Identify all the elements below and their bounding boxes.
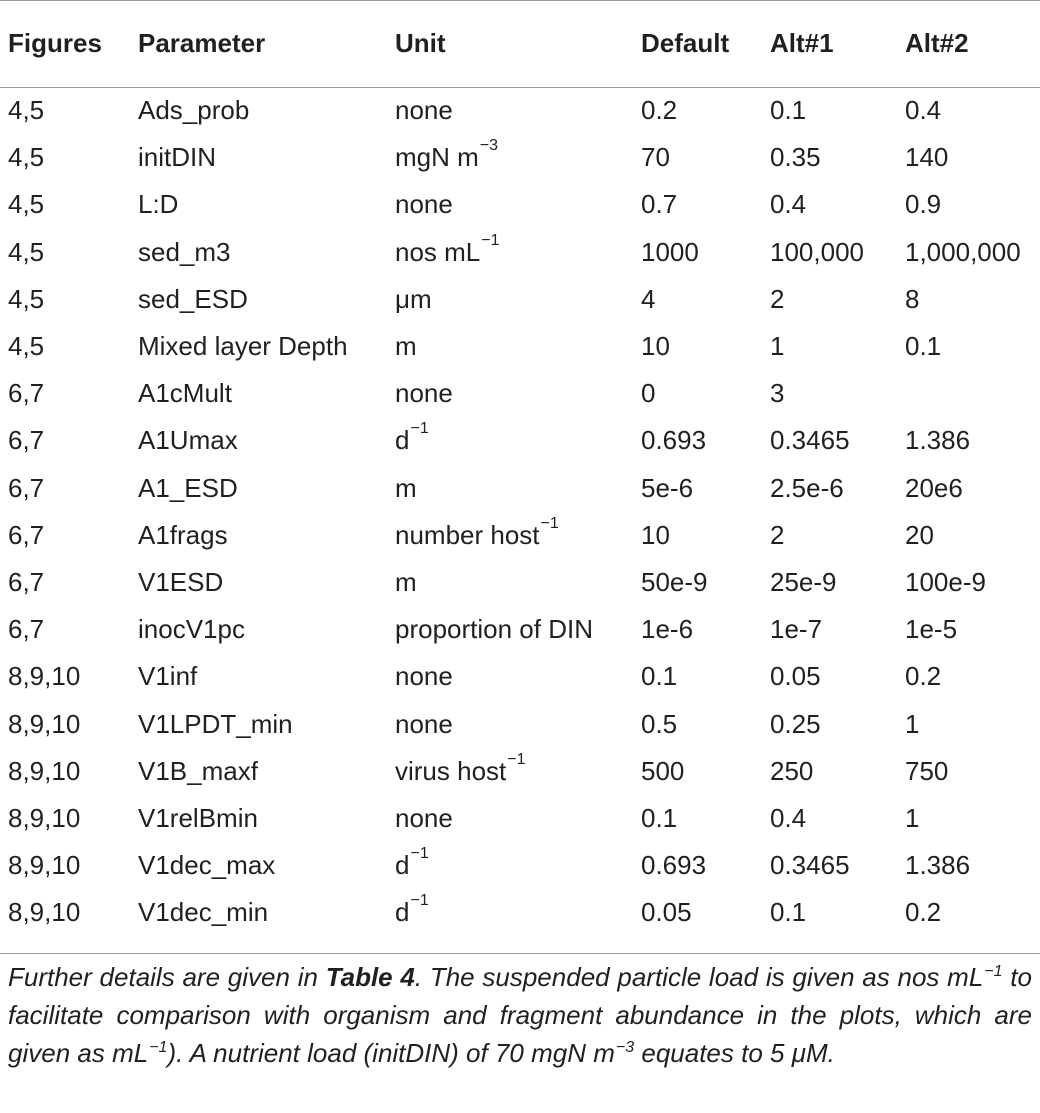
cell-unit xyxy=(395,276,641,323)
unit-text: none xyxy=(395,95,453,126)
cell-figures: 4,5 xyxy=(8,95,45,126)
cell-alt2 xyxy=(905,370,1040,417)
cell-alt2: 1e-5 xyxy=(905,614,958,645)
cell-alt2: 1,000,000 xyxy=(905,236,1021,267)
cell-alt2: 1.386 xyxy=(905,850,971,881)
cell-parameter: sed_ESD xyxy=(138,283,248,314)
footnote-table-ref: Table 4 xyxy=(325,962,415,992)
footnote-sup-2: −1 xyxy=(149,1039,168,1056)
cell-figures: 4,5 xyxy=(8,142,45,173)
cell-alt2: 20e6 xyxy=(905,472,963,503)
unit-text: proportion of DIN xyxy=(395,614,593,645)
unit-text: virus host xyxy=(395,755,507,786)
cell-figures: 8,9,10 xyxy=(8,850,81,881)
table-row xyxy=(0,87,1040,134)
table-row xyxy=(0,323,1040,370)
footnote-sup-1: −1 xyxy=(984,963,1003,980)
cell-default: 0.693 xyxy=(641,425,707,456)
unit-exponent: −1 xyxy=(481,231,500,249)
cell-alt2: 0.1 xyxy=(905,331,942,362)
cell-unit xyxy=(395,512,641,559)
cell-parameter: V1ESD xyxy=(138,566,224,597)
cell-parameter: Ads_prob xyxy=(138,95,250,126)
header-alt2: Alt#2 xyxy=(905,27,969,58)
cell-alt2: 1 xyxy=(905,708,920,739)
header-unit: Unit xyxy=(395,27,446,58)
cell-parameter: V1B_maxf xyxy=(138,755,258,786)
unit-exponent: −1 xyxy=(410,420,429,438)
table-footnote xyxy=(8,958,1032,1072)
cell-alt2: 0.9 xyxy=(905,189,942,220)
unit-text: d xyxy=(395,897,410,928)
cell-default: 0.2 xyxy=(641,95,678,126)
cell-unit xyxy=(395,417,641,464)
cell-figures: 4,5 xyxy=(8,189,45,220)
unit-text: none xyxy=(395,708,453,739)
footnote-text-2: . The suspended particle load is given as nos mL xyxy=(414,962,984,992)
cell-alt1: 2 xyxy=(770,283,785,314)
cell-alt2: 140 xyxy=(905,142,949,173)
cell-default: 5e-6 xyxy=(641,472,694,503)
unit-text: none xyxy=(395,189,453,220)
cell-unit xyxy=(395,87,641,134)
cell-parameter: A1frags xyxy=(138,519,228,550)
unit-text: none xyxy=(395,661,453,692)
cell-figures: 4,5 xyxy=(8,236,45,267)
unit-text: none xyxy=(395,802,453,833)
cell-default: 0.7 xyxy=(641,189,678,220)
cell-default: 10 xyxy=(641,331,670,362)
cell-alt1: 0.05 xyxy=(770,661,821,692)
table-row xyxy=(0,229,1040,276)
cell-parameter: A1cMult xyxy=(138,378,232,409)
cell-parameter: V1relBmin xyxy=(138,802,258,833)
table-row xyxy=(0,559,1040,606)
cell-figures: 4,5 xyxy=(8,283,45,314)
header-figures: Figures xyxy=(8,27,102,58)
cell-parameter: V1dec_min xyxy=(138,897,269,928)
unit-exponent: −1 xyxy=(540,514,559,532)
cell-alt1: 2.5e-6 xyxy=(770,472,844,503)
header-default: Default xyxy=(641,27,730,58)
cell-parameter: sed_m3 xyxy=(138,236,231,267)
footnote-text-5: equates to 5 μM. xyxy=(634,1038,835,1068)
cell-figures: 6,7 xyxy=(8,566,45,597)
cell-unit xyxy=(395,181,641,228)
unit-text: m xyxy=(395,472,417,503)
cell-alt2: 0.2 xyxy=(905,661,942,692)
cell-parameter: A1Umax xyxy=(138,425,238,456)
unit-exponent: −1 xyxy=(410,845,429,863)
cell-alt2: 1.386 xyxy=(905,425,971,456)
cell-unit xyxy=(395,700,641,747)
cell-alt2: 750 xyxy=(905,755,949,786)
table-row xyxy=(0,842,1040,889)
cell-default: 70 xyxy=(641,142,670,173)
table-row xyxy=(0,700,1040,747)
cell-alt1: 0.25 xyxy=(770,708,821,739)
footnote-sup-3: −3 xyxy=(615,1039,635,1056)
footnote-text-1: Further details are given in xyxy=(8,962,326,992)
cell-unit xyxy=(395,889,641,936)
cell-default: 0.1 xyxy=(641,802,678,833)
cell-default: 0.693 xyxy=(641,850,707,881)
cell-alt2: 0.4 xyxy=(905,95,942,126)
cell-unit xyxy=(395,323,641,370)
unit-text: μm xyxy=(395,283,432,314)
cell-default: 10 xyxy=(641,519,670,550)
footnote-text-3: to facilitate comparison with organism and fragment abundance in the plots, which are given as mL xyxy=(8,962,1032,1068)
cell-figures: 8,9,10 xyxy=(8,661,81,692)
cell-alt1: 0.3465 xyxy=(770,850,850,881)
cell-alt1: 0.1 xyxy=(770,95,807,126)
cell-unit xyxy=(395,559,641,606)
unit-text: m xyxy=(395,566,417,597)
header-alt1: Alt#1 xyxy=(770,27,834,58)
cell-default: 50e-9 xyxy=(641,566,708,597)
cell-unit xyxy=(395,370,641,417)
cell-alt2: 100e-9 xyxy=(905,566,986,597)
cell-figures: 6,7 xyxy=(8,472,45,503)
cell-alt1: 25e-9 xyxy=(770,566,837,597)
cell-alt2: 20 xyxy=(905,519,934,550)
table-row xyxy=(0,276,1040,323)
cell-parameter: inocV1pc xyxy=(138,614,245,645)
cell-parameter: initDIN xyxy=(138,142,217,173)
cell-default: 4 xyxy=(641,283,656,314)
table-row xyxy=(0,512,1040,559)
table-row xyxy=(0,653,1040,700)
unit-text: d xyxy=(395,425,410,456)
table-row xyxy=(0,134,1040,181)
unit-text: number host xyxy=(395,519,540,550)
cell-figures: 6,7 xyxy=(8,425,45,456)
unit-text: none xyxy=(395,378,453,409)
table-row xyxy=(0,370,1040,417)
cell-unit xyxy=(395,134,641,181)
cell-alt1: 0.3465 xyxy=(770,425,850,456)
cell-alt1: 0.35 xyxy=(770,142,821,173)
cell-alt1: 250 xyxy=(770,755,814,786)
table-header-row xyxy=(0,0,1040,87)
cell-alt1: 100,000 xyxy=(770,236,864,267)
table-row xyxy=(0,181,1040,228)
cell-parameter: V1LPDT_min xyxy=(138,708,293,739)
cell-figures: 8,9,10 xyxy=(8,708,81,739)
cell-default: 0 xyxy=(641,378,656,409)
cell-default: 1000 xyxy=(641,236,699,267)
cell-alt1: 0.4 xyxy=(770,802,807,833)
cell-figures: 8,9,10 xyxy=(8,802,81,833)
cell-figures: 6,7 xyxy=(8,378,45,409)
cell-figures: 8,9,10 xyxy=(8,755,81,786)
cell-figures: 8,9,10 xyxy=(8,897,81,928)
cell-alt2: 1 xyxy=(905,802,920,833)
cell-unit xyxy=(395,748,641,795)
unit-exponent: −1 xyxy=(410,892,429,910)
table-row xyxy=(0,417,1040,464)
cell-parameter: A1_ESD xyxy=(138,472,238,503)
cell-alt1: 1e-7 xyxy=(770,614,823,645)
cell-alt1: 1 xyxy=(770,331,785,362)
cell-figures: 6,7 xyxy=(8,519,45,550)
unit-exponent: −3 xyxy=(479,137,499,155)
header-parameter: Parameter xyxy=(138,27,266,58)
unit-text: d xyxy=(395,850,410,881)
table-bottom-rule xyxy=(0,953,1040,954)
table-row xyxy=(0,889,1040,936)
table-row xyxy=(0,606,1040,653)
cell-figures: 4,5 xyxy=(8,331,45,362)
cell-alt1: 3 xyxy=(770,378,785,409)
cell-unit xyxy=(395,795,641,842)
cell-parameter: Mixed layer Depth xyxy=(138,331,348,362)
cell-unit xyxy=(395,842,641,889)
cell-parameter: V1dec_max xyxy=(138,850,276,881)
cell-figures: 6,7 xyxy=(8,614,45,645)
cell-alt1: 2 xyxy=(770,519,785,550)
cell-unit xyxy=(395,229,641,276)
cell-alt1: 0.4 xyxy=(770,189,807,220)
cell-alt2: 8 xyxy=(905,283,920,314)
cell-default: 0.1 xyxy=(641,661,678,692)
cell-default: 0.5 xyxy=(641,708,678,739)
cell-unit xyxy=(395,606,641,653)
table-row xyxy=(0,748,1040,795)
cell-default: 1e-6 xyxy=(641,614,694,645)
cell-default: 500 xyxy=(641,755,685,786)
table-body xyxy=(0,87,1040,936)
table-row xyxy=(0,795,1040,842)
cell-default: 0.05 xyxy=(641,897,692,928)
footnote-text-4: ). A nutrient load (initDIN) of 70 mgN m xyxy=(167,1038,615,1068)
cell-parameter: V1inf xyxy=(138,661,198,692)
cell-alt1: 0.1 xyxy=(770,897,807,928)
cell-parameter: L:D xyxy=(138,189,179,220)
unit-text: mgN m xyxy=(395,142,479,173)
cell-unit xyxy=(395,653,641,700)
unit-exponent: −1 xyxy=(507,750,526,768)
cell-unit xyxy=(395,465,641,512)
cell-alt2: 0.2 xyxy=(905,897,942,928)
unit-text: m xyxy=(395,331,417,362)
unit-text: nos mL xyxy=(395,236,481,267)
table-row xyxy=(0,465,1040,512)
